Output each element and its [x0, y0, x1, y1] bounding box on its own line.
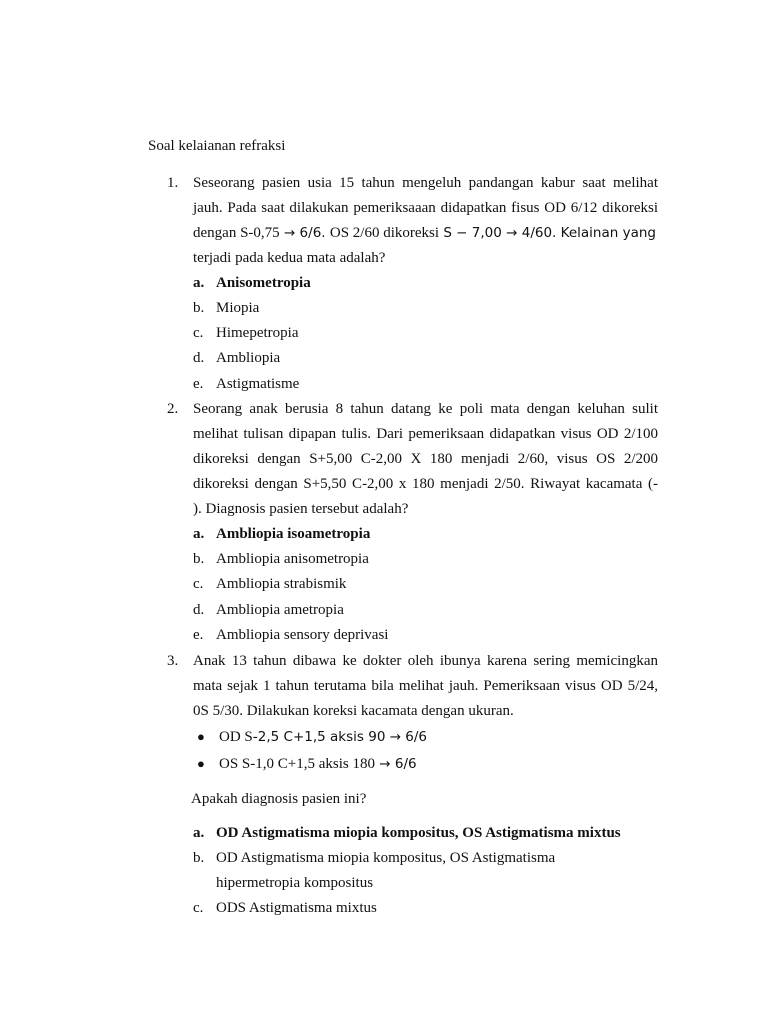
question-text-line: Anak 13 tahun dibawa ke dokter oleh ibunya karena sering memicingkan: [193, 653, 658, 669]
option-text: Astigmatisme: [216, 376, 300, 392]
option-letter: e.: [193, 627, 204, 643]
document-title: Soal kelaianan refraksi: [148, 138, 286, 154]
formula-segment: → 6/6: [374, 756, 417, 772]
option-text-correct: Anisometropia: [216, 275, 311, 291]
question-number: 1.: [167, 175, 179, 191]
option-text: Ambliopia: [216, 350, 281, 366]
option-text: Ambliopia sensory deprivasi: [216, 627, 389, 643]
formula-segment: S − 7,00 → 4/60. Kelainan yang: [439, 225, 656, 241]
question-text-line: mata sejak 1 tahun terutama bila melihat jauh. Pemeriksaan visus OD 5/24,: [193, 678, 658, 694]
question-number: 3.: [167, 653, 179, 669]
bullet-text: OD S-: [219, 729, 258, 745]
question-text-line: dikoreksi dengan S+5,50 C-2,00 x 180 menjadi 2/50. Riwayat kacamata (-: [193, 476, 658, 492]
bullet-item: [219, 727, 427, 747]
question-text-segment: dengan S-0,75: [193, 225, 280, 241]
option-letter: c.: [193, 325, 204, 341]
option-text: Himepetropia: [216, 325, 299, 341]
question-prompt: Apakah diagnosis pasien ini?: [191, 791, 367, 807]
bullet-text: OS S-1,0 C+1,5 aksis 180: [219, 756, 375, 772]
option-text: Ambliopia strabismik: [216, 576, 347, 592]
question-text-line: Seorang anak berusia 8 tahun datang ke poli mata dengan keluhan sulit: [193, 401, 658, 417]
option-letter: d.: [193, 350, 205, 366]
option-text: ODS Astigmatisma mixtus: [216, 900, 377, 916]
option-text: Ambliopia anisometropia: [216, 551, 369, 567]
option-letter: c.: [193, 576, 204, 592]
option-letter: b.: [193, 300, 205, 316]
option-text: OD Astigmatisma miopia kompositus, OS Astigmatisma: [216, 850, 556, 866]
question-text-line: 0S 5/30. Dilakukan koreksi kacamata dengan ukuran.: [193, 703, 514, 719]
option-text-continuation: hipermetropia kompositus: [216, 875, 374, 891]
option-letter: d.: [193, 602, 205, 618]
question-text-line: ). Diagnosis pasien tersebut adalah?: [193, 501, 409, 517]
option-letter: a.: [193, 275, 205, 291]
option-text-correct: Ambliopia isoametropia: [216, 526, 371, 542]
bullet-marker: ●: [197, 729, 205, 744]
option-letter: a.: [193, 526, 205, 542]
option-letter: b.: [193, 551, 205, 567]
option-text: Miopia: [216, 300, 260, 316]
option-letter: e.: [193, 376, 204, 392]
option-letter: a.: [193, 825, 205, 841]
option-letter: c.: [193, 900, 204, 916]
formula-segment: 2,5 C+1,5 aksis 90 → 6/6: [257, 729, 428, 745]
option-text-correct: OD Astigmatisma miopia kompositus, OS Astigmatisma mixtus: [216, 825, 621, 841]
bullet-marker: ●: [197, 756, 205, 771]
bullet-item: [219, 754, 417, 774]
formula-segment: → 6/6.: [279, 225, 330, 241]
question-text-line: [193, 223, 656, 243]
question-text-line: Seseorang pasien usia 15 tahun mengeluh pandangan kabur saat melihat: [193, 175, 658, 191]
question-text-line: terjadi pada kedua mata adalah?: [193, 250, 386, 266]
option-letter: b.: [193, 850, 205, 866]
question-number: 2.: [167, 401, 179, 417]
question-text-segment: OS 2/60 dikoreksi: [329, 225, 440, 241]
question-text-line: melihat tulisan dipapan tulis. Dari pemeriksaan didapatkan visus OD 2/100: [193, 426, 658, 442]
option-text: Ambliopia ametropia: [216, 602, 344, 618]
question-text-line: dikoreksi dengan S+5,00 C-2,00 X 180 menjadi 2/60, visus OS 2/200: [193, 451, 658, 467]
question-text-line: jauh. Pada saat dilakukan pemeriksaaan didapatkan fisus OD 6/12 dikoreksi: [193, 200, 658, 216]
